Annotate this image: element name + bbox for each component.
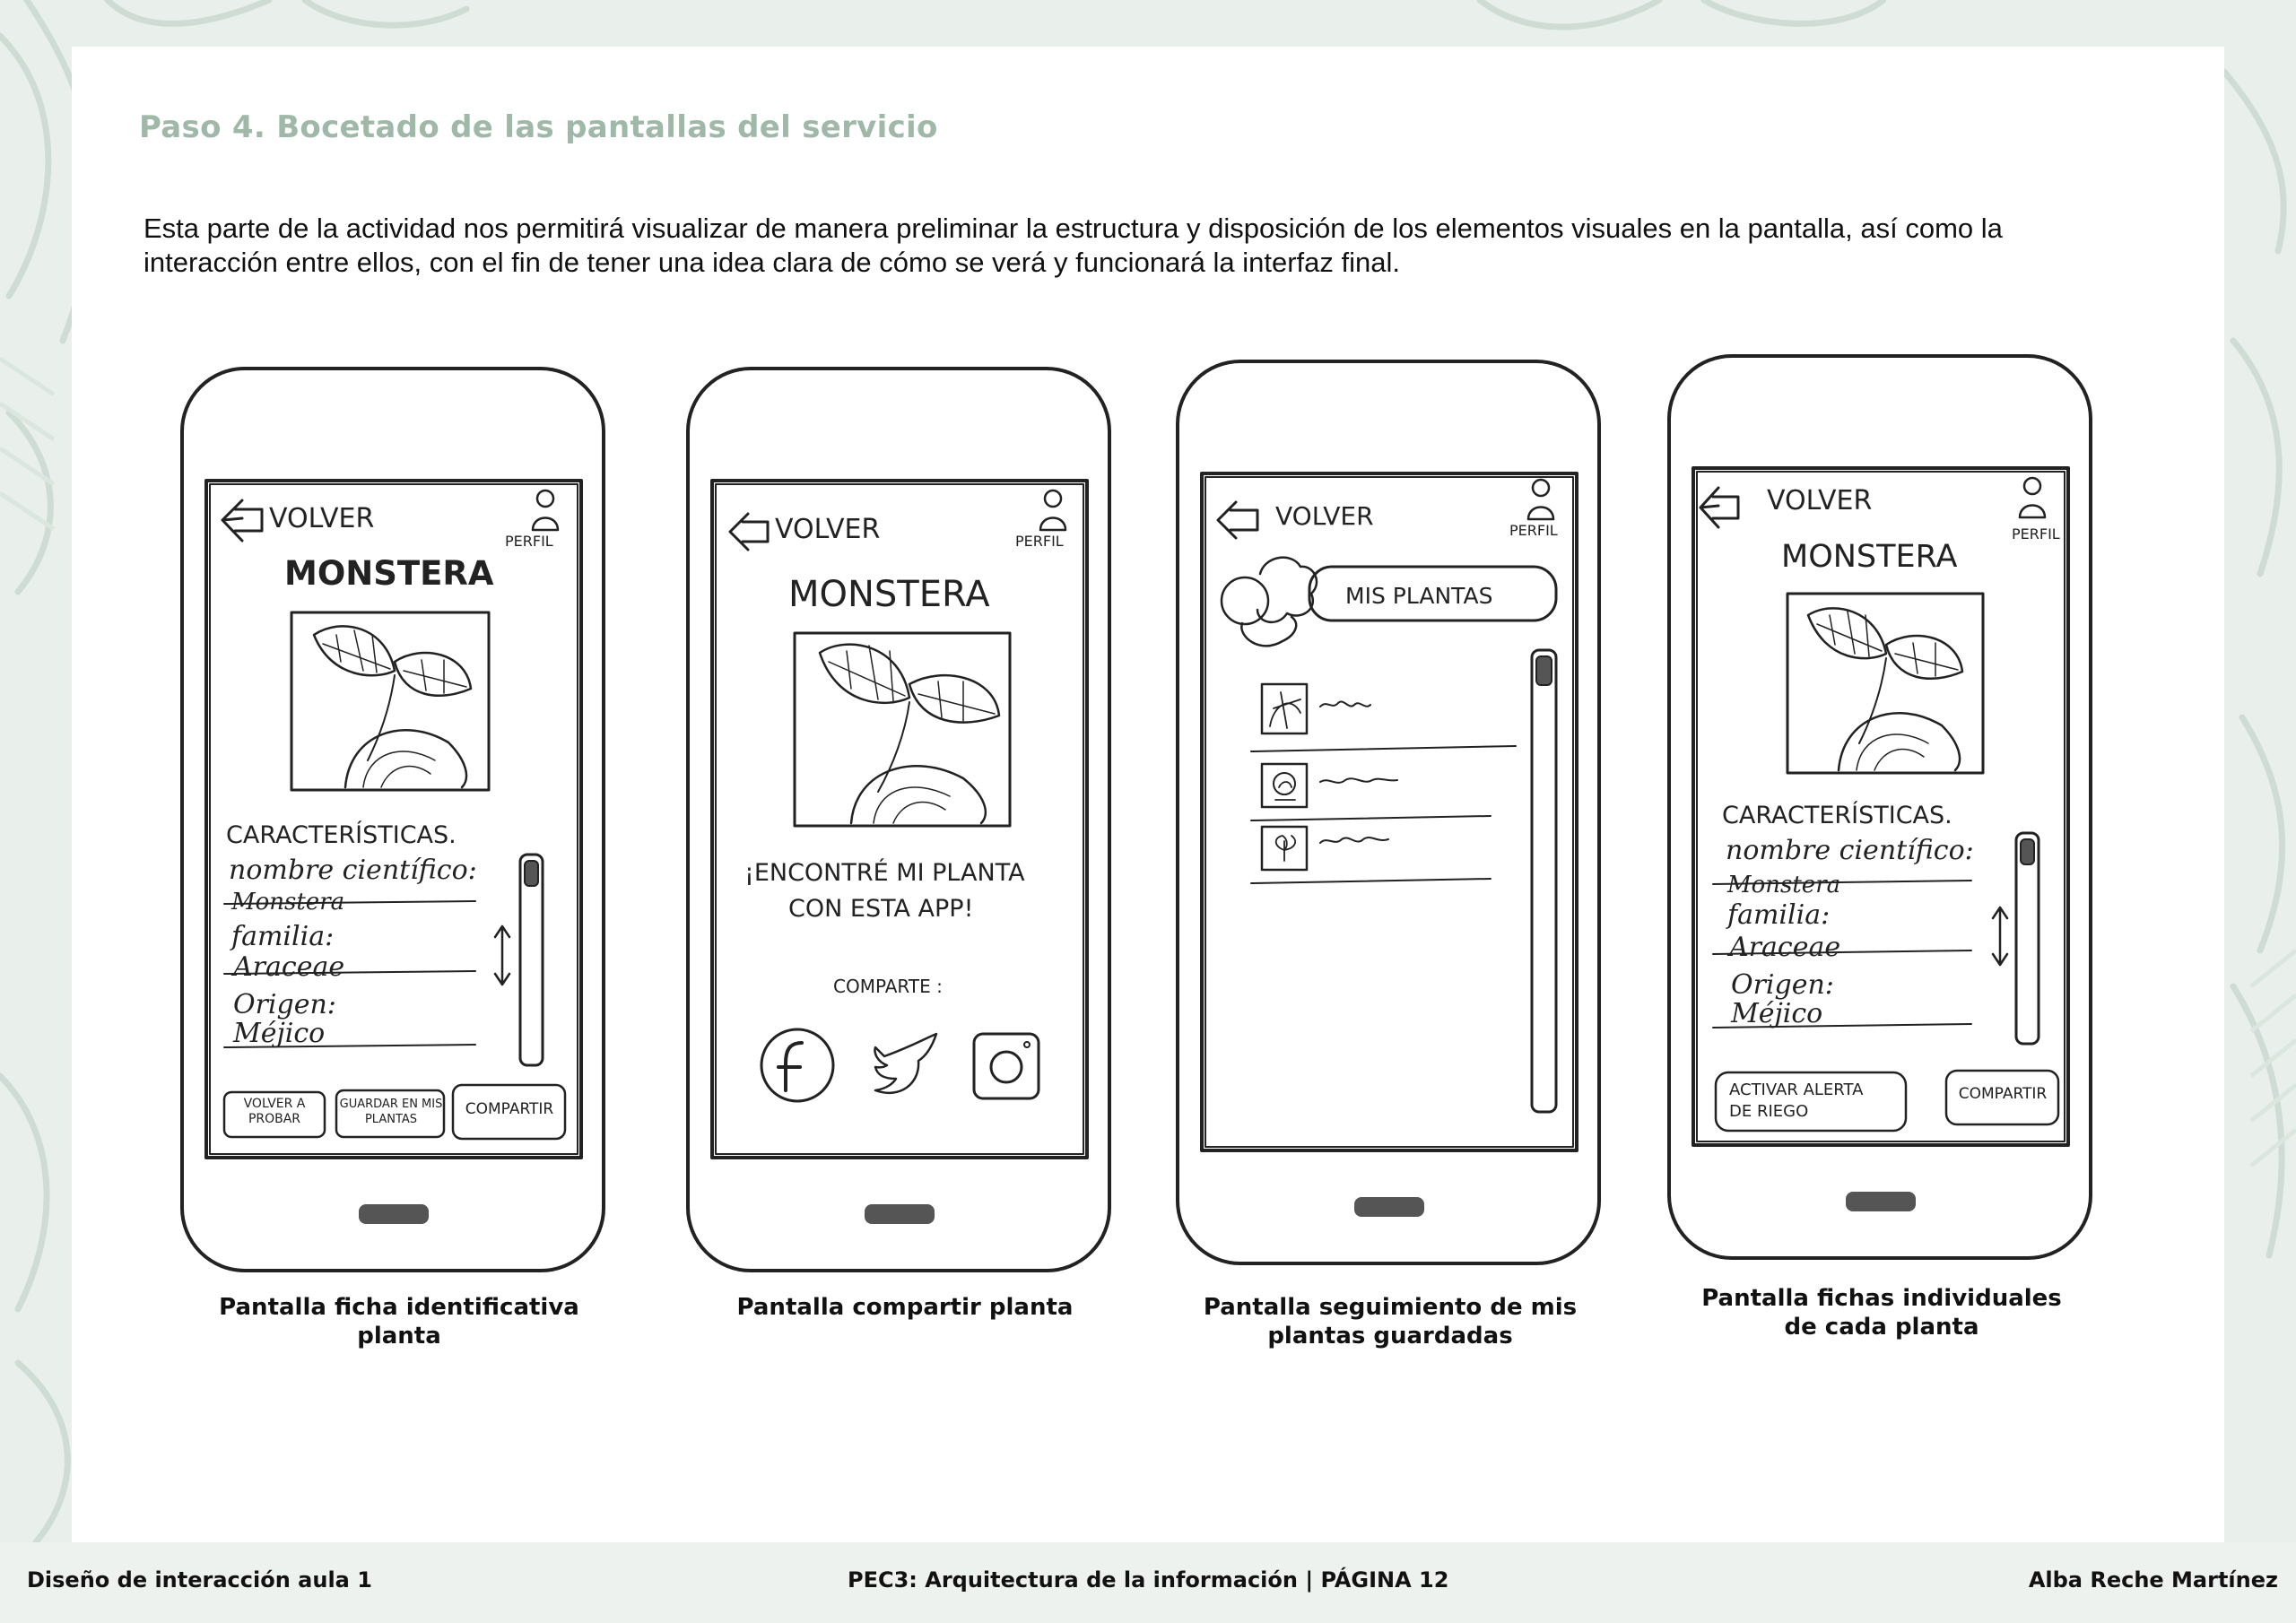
sketch-fichas-individuales	[1666, 353, 2097, 1263]
share-label: COMPARTE :	[833, 976, 943, 997]
caption-line: de cada planta	[1784, 1314, 1979, 1341]
field-origin-label: Origen:	[1731, 969, 1834, 1001]
back-button[interactable]: VOLVER	[775, 514, 881, 545]
field-family-label: familia:	[1727, 899, 1831, 931]
caption-line: Pantalla seguimiento de mis	[1203, 1294, 1578, 1321]
share-button[interactable]: COMPARTIR	[465, 1100, 554, 1118]
caption-line: Pantalla fichas individuales	[1701, 1285, 2062, 1312]
caption-seguimiento	[1166, 1293, 1614, 1350]
field-origin-label: Origen:	[233, 989, 336, 1020]
my-plants-banner[interactable]: MIS PLANTAS	[1345, 583, 1493, 609]
section-heading: Paso 4. Bocetado de las pantallas del servicio	[139, 109, 938, 145]
phone-outline	[685, 366, 1116, 1276]
save-to-my-plants-button[interactable]: GUARDAR EN MIS PLANTAS	[339, 1098, 443, 1126]
footer-page-info: PEC3: Arquitectura de la información | PÁGINA 12	[848, 1567, 1449, 1593]
retry-button[interactable]: VOLVER A PROBAR	[243, 1097, 306, 1126]
field-scientific-name-label: nombre científico:	[229, 855, 477, 886]
plant-title: MONSTERA	[284, 554, 494, 593]
phone-outline	[1175, 359, 1605, 1269]
characteristics-heading: CARACTERÍSTICAS.	[1722, 802, 1952, 829]
sketch-ficha-identificativa	[179, 366, 610, 1276]
back-button[interactable]: VOLVER	[1767, 485, 1873, 516]
plant-title: MONSTERA	[1781, 539, 1958, 575]
caption-compartir-planta	[685, 1293, 1125, 1322]
caption-line: Pantalla compartir planta	[736, 1294, 1074, 1321]
footer-course: Diseño de interacción aula 1	[27, 1567, 372, 1593]
back-button[interactable]: VOLVER	[269, 503, 375, 534]
found-my-plant-text: ¡ENCONTRÉ MI PLANTA	[744, 859, 1025, 887]
with-this-app-text: CON ESTA APP!	[788, 895, 974, 923]
field-family-value: Araceae	[233, 951, 345, 983]
field-origin-value: Méjico	[233, 1018, 326, 1049]
instagram-icon[interactable]	[972, 1031, 1042, 1101]
plant-title: MONSTERA	[788, 574, 990, 615]
profile-label[interactable]: PERFIL	[1509, 522, 1558, 539]
caption-line: plantas guardadas	[1267, 1323, 1513, 1350]
field-scientific-name-label: nombre científico:	[1726, 835, 1974, 866]
field-family-value: Araceae	[1729, 932, 1841, 963]
caption-line: planta	[357, 1323, 441, 1350]
footer-author: Alba Reche Martínez	[2028, 1567, 2278, 1593]
caption-ficha-identificativa	[179, 1293, 619, 1350]
field-scientific-name-value: Monstera	[1727, 872, 1841, 898]
sketch-compartir-planta	[685, 366, 1116, 1276]
field-family-label: familia:	[231, 921, 335, 952]
intro-paragraph: Esta parte de la actividad nos permitirá visualizar de manera preliminar la estructura y disposición de los elementos visuales en la pantalla, así como la interacción entre ellos, con el fin de tener una idea clara de cómo se verá y funcionará la interfaz final.	[144, 213, 2003, 278]
field-scientific-name-value: Monstera	[231, 889, 345, 916]
share-button[interactable]: COMPARTIR	[1958, 1085, 2048, 1103]
characteristics-heading: CARACTERÍSTICAS.	[226, 821, 457, 849]
caption-fichas-individuales	[1657, 1284, 2106, 1341]
twitter-icon[interactable]	[869, 1029, 941, 1101]
activate-watering-alert-button[interactable]: ACTIVAR ALERTA DE RIEGO	[1729, 1081, 1864, 1121]
facebook-icon[interactable]	[761, 1029, 833, 1101]
field-origin-value: Méjico	[1731, 998, 1823, 1029]
sketch-mis-plantas	[1175, 359, 1605, 1269]
profile-label[interactable]: PERFIL	[2012, 525, 2060, 542]
caption-line: Pantalla ficha identificativa	[219, 1294, 579, 1321]
profile-label[interactable]: PERFIL	[1015, 533, 1064, 550]
back-button[interactable]: VOLVER	[1275, 501, 1374, 531]
profile-label[interactable]: PERFIL	[505, 533, 553, 550]
